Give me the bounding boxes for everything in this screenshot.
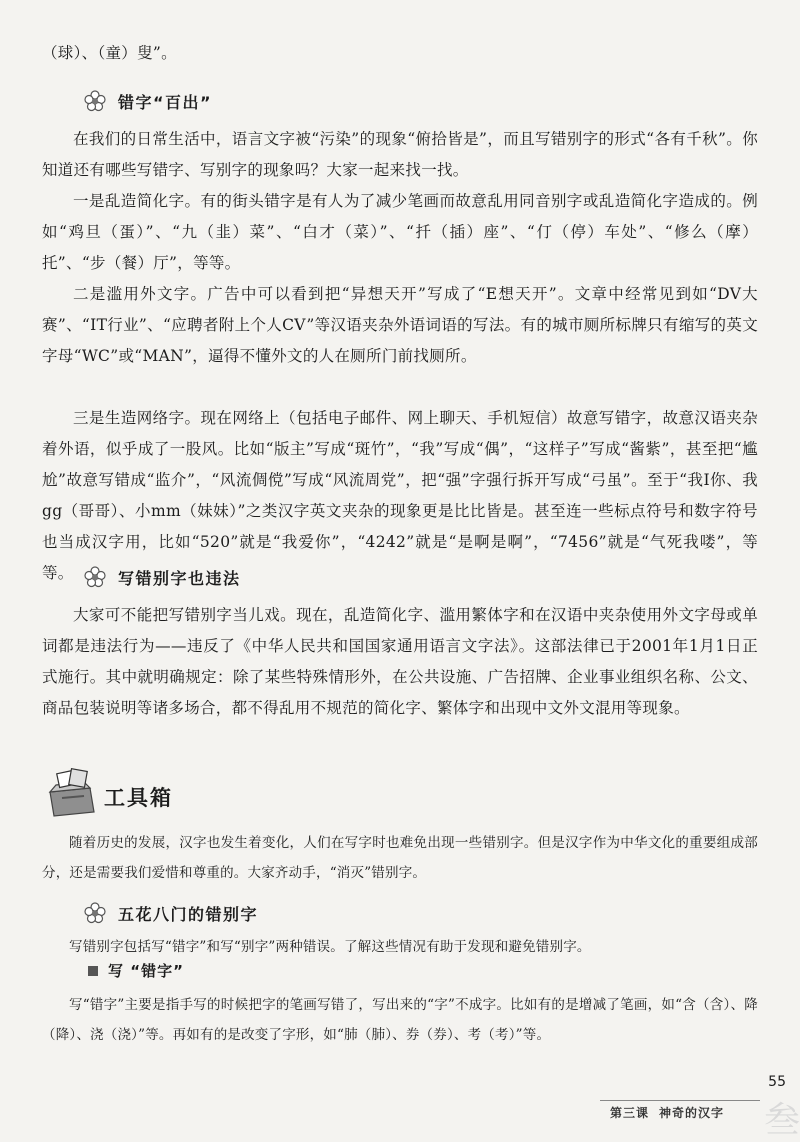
toolbox-intro: 随着历史的发展，汉字也发生着变化，人们在写字时也难免出现一些错别字。但是汉字作为中华文化的重要组成部分，还是需要我们爱惜和尊重的。大家齐动手，“消灭”错别字。 [42,835,758,881]
corner-decoration: 叁 [764,1100,800,1141]
flower-bullet-icon [84,902,106,924]
paragraph: 二是滥用外文字。广告中可以看到把“异想天开”写成了“E想天开”。文章中经常见到如“DV大赛”、“IT行业”、“应聘者附上个人CV”等汉语夹杂外语词语的写法。有的城市厕所标牌只有缩写的英文字母“WC”或“MAN”，逼得不懂外文的人在厕所门前找厕所。 [42,285,758,365]
flower-bullet-icon [84,90,106,112]
section-heading-law [84,562,241,592]
footer-lesson [610,1104,724,1121]
footer-lesson-title: 神奇的汉字 [659,1106,725,1120]
section-heading-text: 五花八门的错别字 [118,904,259,924]
subheading-wrong-characters [88,960,184,981]
paragraph: 在我们的日常生活中，语言文字被“污染”的现象“俯拾皆是”，而且写错别字的形式“各有千秋”。你知道还有哪些写错字、写别字的现象吗？大家一起来找一找。 [42,130,758,179]
section-heading-errors [84,86,212,116]
page-number: 55 [768,1074,786,1090]
footer-lesson-number: 第三课 [610,1106,650,1120]
section-heading-text: 写错别字也违法 [118,568,241,588]
continued-line: （球）、（童）叟”。 [42,44,177,62]
section-heading-text: 错字“百出” [118,92,213,112]
footer-divider [600,1100,760,1101]
paragraph: 大家可不能把写错别字当儿戏。现在，乱造简化字、滥用繁体字和在汉语中夹杂使用外文字母或单词都是违法行为——违反了《中华人民共和国国家通用语言文字法》。这部法律已于2001年1月1日正式施行。其中就明确规定：除了某些特殊情形外，在公共设施、广告招牌、企业事业组织名称、公文、商品包装说明等诸多场合，都不得乱用不规范的简化字、繁体字和出现中文外文混用等现象。 [42,606,758,717]
section-heading-types [84,898,258,928]
flower-bullet-icon [84,566,106,588]
toolbox-title: 工具箱 [104,786,173,810]
paragraph: 一是乱造简化字。有的街头错字是有人为了减少笔画而故意乱用同音别字或乱造简化字造成的。例如“鸡旦（蛋）”、“九（韭）菜”、“白才（菜）”、“扦（插）座”、“仃（停）车处”、“修么（摩）托”、“步（餐）厅”，等等。 [42,192,758,272]
paragraph: 写“错字”主要是指手写的时候把字的笔画写错了，写出来的“字”不成字。比如有的是增减了笔画，如“含（含）、降（降）、浇（浇）”等。再如有的是改变了字形，如“肺（肺）、券（券）、考（考）”等。 [42,997,758,1043]
square-bullet-icon [88,966,98,976]
section-intro: 写错别字包括写“错字”和写“别字”两种错误。了解这些情况有助于发现和避免错别字。 [69,939,591,955]
paragraph: 三是生造网络字。现在网络上（包括电子邮件、网上聊天、手机短信）故意写错字，故意汉语夹杂着外语，似乎成了一股风。比如“版主”写成“斑竹”，“我”写成“偶”，“这样子”写成“酱紫”，甚至把“尴尬”故意写错成“监介”，“风流倜傥”写成“风流周党”，把“强”字强行拆开写成“弓虽”。至于“我I你、我gg（哥哥）、小mm（妹妹）”之类汉字英文夹杂的现象更是比比皆是。甚至连一些标点符号和数字符号也当成汉字用，比如“520”就是“我爱你”，“4242”就是“是啊是啊”，“7456”就是“气死我喽”，等等。 [42,409,758,582]
subheading-text: 写 “错字” [108,962,184,980]
toolbox-icon [44,766,98,820]
